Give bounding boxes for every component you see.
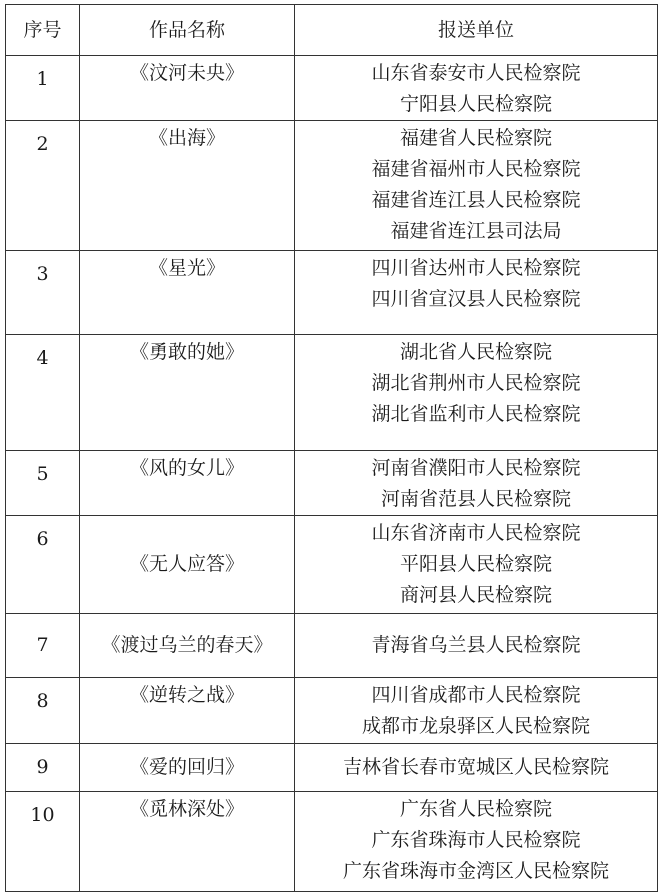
row-number: 6 bbox=[6, 516, 80, 614]
row-number: 3 bbox=[6, 251, 80, 335]
org-name: 山东省泰安市人民检察院 bbox=[371, 62, 581, 84]
row-number: 2 bbox=[6, 121, 80, 251]
org-name: 湖北省荆州市人民检察院 bbox=[371, 372, 581, 394]
header-org: 报送单位 bbox=[295, 5, 658, 56]
work-title: 《无人应答》 bbox=[80, 516, 295, 614]
work-title: 《汶河未央》 bbox=[80, 56, 295, 121]
header-title: 作品名称 bbox=[80, 5, 295, 56]
org-name: 福建省连江县司法局 bbox=[390, 220, 562, 242]
org-cell bbox=[295, 614, 658, 678]
table-row bbox=[6, 56, 658, 121]
org-name: 平阳县人民检察院 bbox=[399, 553, 552, 575]
header-no: 序号 bbox=[6, 5, 80, 56]
table-row bbox=[6, 516, 658, 614]
org-name: 福建省连江县人民检察院 bbox=[371, 189, 581, 211]
work-title: 《觅林深处》 bbox=[80, 792, 295, 892]
row-number: 4 bbox=[6, 335, 80, 451]
table-row bbox=[6, 614, 658, 678]
org-name: 广东省珠海市人民检察院 bbox=[371, 829, 581, 851]
work-title: 《风的女儿》 bbox=[80, 451, 295, 516]
work-title: 《逆转之战》 bbox=[80, 678, 295, 744]
org-name: 四川省达州市人民检察院 bbox=[371, 257, 581, 279]
row-number: 7 bbox=[6, 614, 80, 678]
org-name: 吉林省长春市宽城区人民检察院 bbox=[342, 756, 609, 778]
org-name: 青海省乌兰县人民检察院 bbox=[371, 634, 581, 656]
org-name: 广东省珠海市金湾区人民检察院 bbox=[342, 860, 609, 882]
header-row bbox=[6, 5, 658, 56]
org-name: 商河县人民检察院 bbox=[399, 584, 552, 606]
org-name: 河南省范县人民检察院 bbox=[380, 488, 571, 510]
work-title: 《勇敢的她》 bbox=[80, 335, 295, 451]
work-title: 《出海》 bbox=[80, 121, 295, 251]
table-row bbox=[6, 678, 658, 744]
org-cell bbox=[295, 516, 658, 614]
org-name: 宁阳县人民检察院 bbox=[399, 93, 552, 115]
org-cell bbox=[295, 451, 658, 516]
work-title: 《渡过乌兰的春天》 bbox=[80, 614, 295, 678]
table-row bbox=[6, 792, 658, 892]
org-cell bbox=[295, 56, 658, 121]
table-row bbox=[6, 251, 658, 335]
table-row bbox=[6, 744, 658, 792]
org-name: 湖北省人民检察院 bbox=[399, 341, 552, 363]
row-number: 8 bbox=[6, 678, 80, 744]
row-number: 9 bbox=[6, 744, 80, 792]
row-number: 1 bbox=[6, 56, 80, 121]
table-row bbox=[6, 335, 658, 451]
org-name: 福建省福州市人民检察院 bbox=[371, 158, 581, 180]
works-table bbox=[5, 4, 658, 892]
work-title: 《星光》 bbox=[80, 251, 295, 335]
org-cell bbox=[295, 678, 658, 744]
org-name: 福建省人民检察院 bbox=[399, 127, 552, 149]
row-number: 5 bbox=[6, 451, 80, 516]
org-cell bbox=[295, 744, 658, 792]
org-cell bbox=[295, 335, 658, 451]
org-cell bbox=[295, 251, 658, 335]
org-cell bbox=[295, 792, 658, 892]
org-name: 湖北省监利市人民检察院 bbox=[371, 403, 581, 425]
org-name: 成都市龙泉驿区人民检察院 bbox=[361, 715, 590, 737]
table-row bbox=[6, 121, 658, 251]
org-cell bbox=[295, 121, 658, 251]
row-number: 10 bbox=[6, 792, 80, 892]
org-name: 山东省济南市人民检察院 bbox=[371, 522, 581, 544]
org-name: 四川省宣汉县人民检察院 bbox=[371, 288, 581, 310]
work-title: 《爱的回归》 bbox=[80, 744, 295, 792]
table-row bbox=[6, 451, 658, 516]
org-name: 四川省成都市人民检察院 bbox=[371, 684, 581, 706]
org-name: 河南省濮阳市人民检察院 bbox=[371, 457, 581, 479]
org-name: 广东省人民检察院 bbox=[399, 798, 552, 820]
